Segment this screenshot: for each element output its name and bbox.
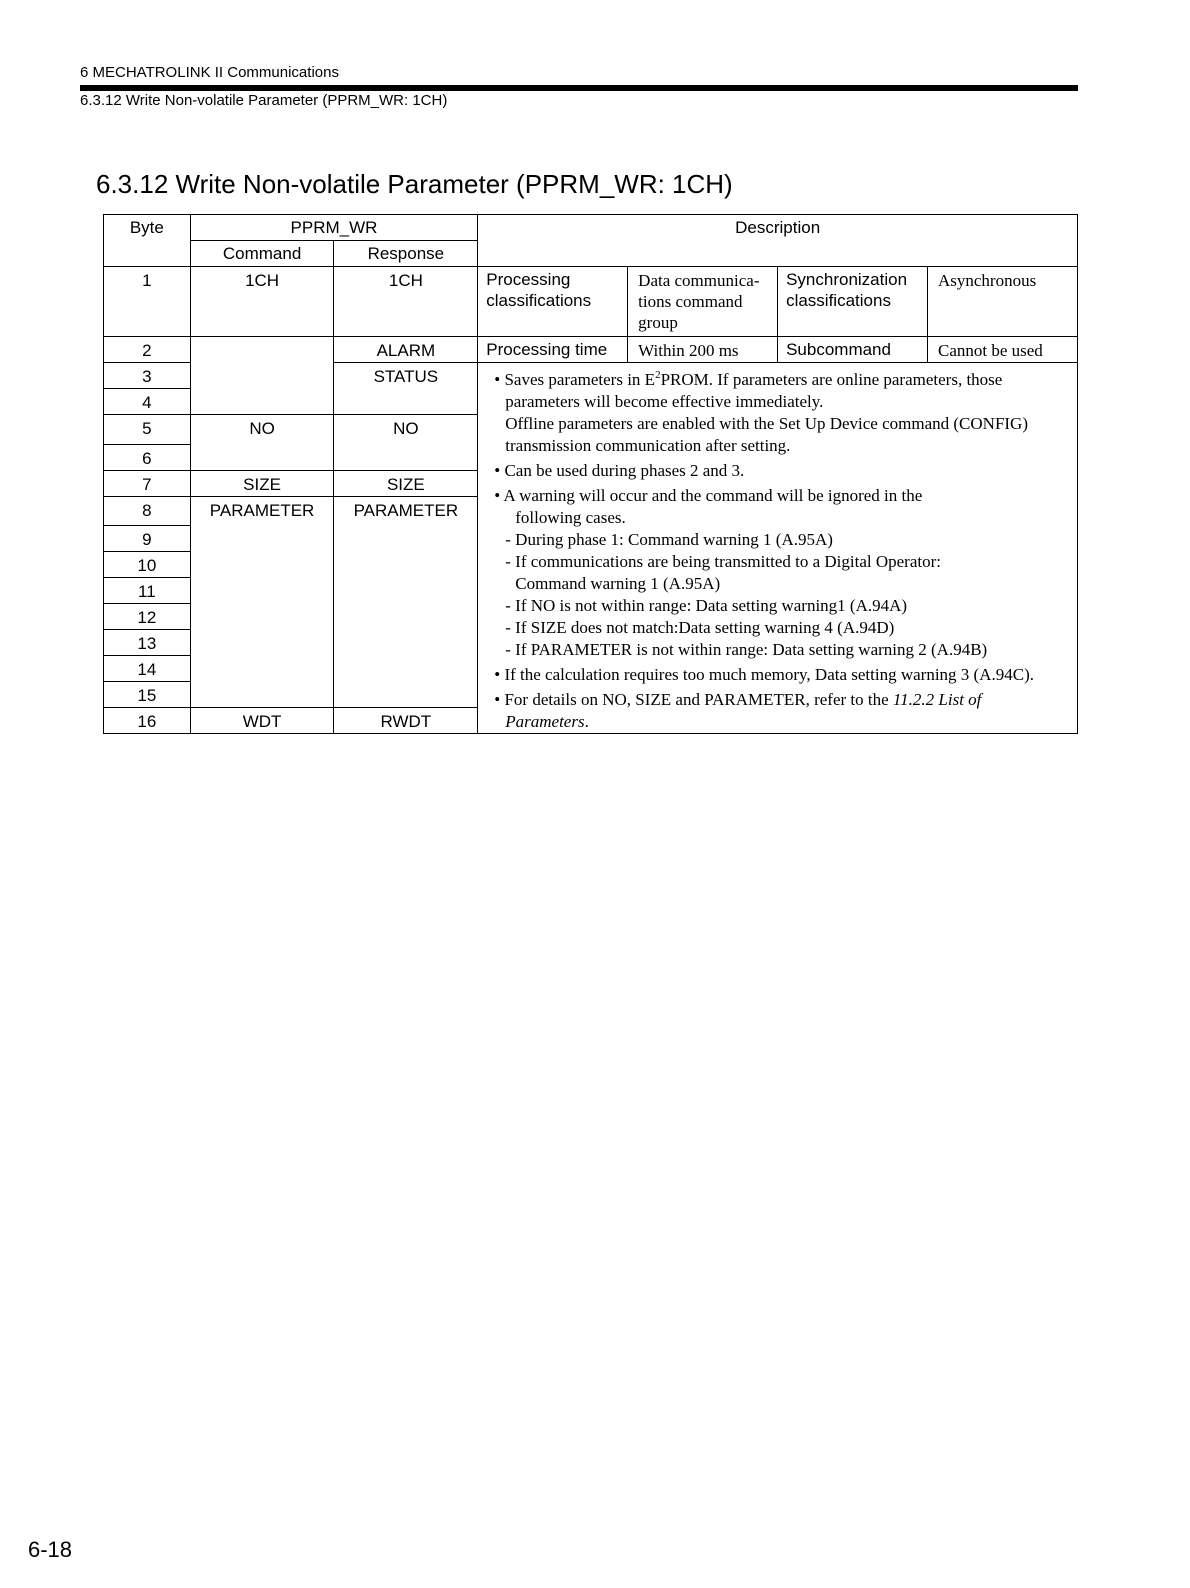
pprm-wr-header: PPRM_WR xyxy=(190,215,478,241)
byte-cell: 1 xyxy=(104,267,191,337)
desc-bullet-warning: • A warning will occur and the command will be ignored in the xyxy=(494,486,923,505)
response-cell: NO xyxy=(334,415,478,471)
sync-class-value: Asynchronous xyxy=(927,267,1077,337)
running-header xyxy=(80,64,1078,110)
command-cell: WDT xyxy=(190,708,334,734)
header-rule xyxy=(80,85,1078,91)
command-cell-empty xyxy=(190,337,334,415)
response-cell: SIZE xyxy=(334,470,478,496)
desc-dash-item: - If PARAMETER is not within range: Data setting warning 2 (A.94B) xyxy=(505,640,988,659)
byte-cell: 15 xyxy=(104,682,191,708)
subcommand-value: Cannot be used xyxy=(927,337,1077,363)
page-number: 6-18 xyxy=(28,1537,73,1562)
command-cell: SIZE xyxy=(190,470,334,496)
section-heading: 6.3.12 Write Non-volatile Parameter (PPRM_WR: 1CH) xyxy=(80,92,448,109)
processing-time-value: Within 200 ms xyxy=(628,337,778,363)
header-row xyxy=(104,215,1078,241)
table-row xyxy=(104,267,1078,337)
byte-cell: 12 xyxy=(104,604,191,630)
description-header: Description xyxy=(478,215,1078,267)
desc-dash-item: - If NO is not within range: Data setting warning1 (A.94A) xyxy=(505,596,908,615)
processing-class-value: Data communica-tions command group xyxy=(628,267,778,337)
byte-cell: 3 xyxy=(104,363,191,389)
command-header: Command xyxy=(190,241,334,267)
chapter-heading: 6 MECHATROLINK II Communications xyxy=(80,64,339,81)
command-table xyxy=(103,214,1078,734)
byte-cell: 9 xyxy=(104,526,191,552)
description-cell xyxy=(478,363,1078,734)
command-cell: PARAMETER xyxy=(190,496,334,708)
desc-line: Parameters. xyxy=(505,712,589,731)
subcommand-label: Subcommand xyxy=(778,337,928,363)
desc-line: Command warning 1 (A.95A) xyxy=(515,574,721,593)
command-cell: NO xyxy=(190,415,334,471)
sync-class-label: Synchronization classifications xyxy=(778,267,928,337)
desc-line: Offline parameters are enabled with the Set Up Device command (CONFIG) xyxy=(505,414,1028,433)
table-row xyxy=(104,337,1078,363)
reference-link-text: 11.2.2 List of xyxy=(892,690,982,709)
desc-bullet-details: • For details on NO, SIZE and PARAMETER, refer to the 11.2.2 List of xyxy=(494,690,982,709)
response-header: Response xyxy=(334,241,478,267)
byte-cell: 16 xyxy=(104,708,191,734)
byte-cell: 4 xyxy=(104,389,191,415)
byte-cell: 11 xyxy=(104,578,191,604)
desc-dash-item: - If SIZE does not match:Data setting warning 4 (A.94D) xyxy=(505,618,895,637)
byte-cell: 13 xyxy=(104,630,191,656)
desc-line: following cases. xyxy=(515,508,626,527)
byte-cell: 7 xyxy=(104,470,191,496)
byte-cell: 6 xyxy=(104,444,191,470)
desc-line: parameters will become effective immediately. xyxy=(505,392,824,411)
response-cell: RWDT xyxy=(334,708,478,734)
desc-line: transmission communication after setting. xyxy=(505,436,791,455)
desc-dash-item: - If communications are being transmitted to a Digital Operator: xyxy=(505,552,941,571)
byte-cell: 10 xyxy=(104,552,191,578)
response-cell: PARAMETER xyxy=(334,496,478,708)
response-cell: STATUS xyxy=(334,363,478,415)
byte-cell: 14 xyxy=(104,656,191,682)
byte-cell: 2 xyxy=(104,337,191,363)
byte-cell: 8 xyxy=(104,496,191,526)
byte-header: Byte xyxy=(104,215,191,267)
response-cell: ALARM xyxy=(334,337,478,363)
desc-bullet-eeprom: • Saves parameters in $E^2PROM$. If parameters are online parameters, those xyxy=(494,369,1003,389)
desc-dash-item: - During phase 1: Command warning 1 (A.95A) xyxy=(505,530,833,549)
command-cell: 1CH xyxy=(190,267,334,337)
processing-class-label: Processing classifications xyxy=(478,267,628,337)
processing-time-label: Processing time xyxy=(478,337,628,363)
byte-cell: 5 xyxy=(104,415,191,445)
response-cell: 1CH xyxy=(334,267,478,337)
desc-bullet-phases: • Can be used during phases 2 and 3. xyxy=(494,461,745,480)
section-title: 6.3.12 Write Non-volatile Parameter (PPRM_WR: 1CH) xyxy=(96,169,733,199)
desc-bullet-memory: • If the calculation requires too much memory, Data setting warning 3 (A.94C). xyxy=(494,665,1034,684)
